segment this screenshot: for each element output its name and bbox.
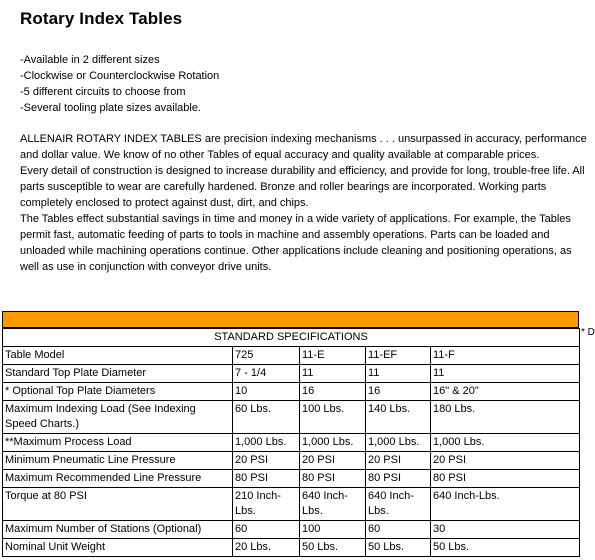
feature-item: -Available in 2 different sizes: [20, 54, 160, 66]
feature-item: -5 different circuits to choose from: [20, 86, 186, 98]
spec-value-cell: 1,000 Lbs.: [431, 434, 580, 452]
spec-value-cell: 80 PSI: [366, 470, 431, 488]
spec-value-cell: 80 PSI: [431, 470, 580, 488]
orange-header-bar: [2, 311, 579, 328]
spec-value-cell: 100: [300, 521, 366, 539]
spec-value-cell: 11: [366, 365, 431, 383]
spec-row: [3, 365, 580, 383]
spec-header-row: [3, 329, 580, 347]
spec-value-cell: 11: [431, 365, 580, 383]
feature-item: -Clockwise or Counterclockwise Rotation: [20, 70, 220, 82]
spec-row: [3, 347, 580, 365]
spec-value-cell: 1,000 Lbs.: [300, 434, 366, 452]
spec-value-cell: 210 Inch-Lbs.: [233, 488, 300, 521]
spec-table-header: STANDARD SPECIFICATIONS: [3, 329, 580, 347]
spec-value-cell: 16: [300, 383, 366, 401]
spec-label-cell: Maximum Indexing Load (See Indexing Speed Charts.): [3, 401, 233, 434]
spec-value-cell: 50 Lbs.: [431, 539, 580, 557]
spec-value-cell: 1,000 Lbs.: [233, 434, 300, 452]
spec-label-cell: Minimum Pneumatic Line Pressure: [3, 452, 233, 470]
spec-value-cell: 11-F: [431, 347, 580, 365]
spec-value-cell: 640 Inch-Lbs.: [300, 488, 366, 521]
spec-value-cell: 11: [300, 365, 366, 383]
spec-table: [2, 328, 580, 557]
spec-value-cell: 140 Lbs.: [366, 401, 431, 434]
spec-value-cell: 20 PSI: [366, 452, 431, 470]
spec-row: [3, 434, 580, 452]
spec-value-cell: 100 Lbs.: [300, 401, 366, 434]
spec-row: [3, 401, 580, 434]
spec-value-cell: 80 PSI: [233, 470, 300, 488]
spec-value-cell: 180 Lbs.: [431, 401, 580, 434]
spec-value-cell: 16" & 20": [431, 383, 580, 401]
spec-value-cell: 640 Inch-Lbs.: [431, 488, 580, 521]
spec-value-cell: 20 PSI: [233, 452, 300, 470]
description-paragraph: The Tables effect substantial savings in time and money in a wide variety of applications. For example, the Tables permit fast, automatic feeding of parts to tools in machine and assembly operations. Parts can be loaded and unloaded while machining operations continue. Other applications include cleaning and positioning operations, as well as use in conjunction with conveyor drive units.: [20, 213, 572, 273]
spec-label-cell: Table Model: [3, 347, 233, 365]
spec-label-cell: Maximum Recommended Line Pressure: [3, 470, 233, 488]
feature-list: [20, 52, 219, 116]
spec-row: [3, 488, 580, 521]
page-title: Rotary Index Tables: [20, 9, 183, 28]
spec-value-cell: 7 - 1/4: [233, 365, 300, 383]
spec-value-cell: 20 PSI: [300, 452, 366, 470]
description-paragraph: ALLENAIR ROTARY INDEX TABLES are precision indexing mechanisms . . . unsurpassed in accuracy, performance and dollar value. We know of no other Tables of equal accuracy and quality available at comparable prices.: [20, 133, 587, 161]
spec-value-cell: 80 PSI: [300, 470, 366, 488]
spec-label-cell: Maximum Number of Stations (Optional): [3, 521, 233, 539]
spec-value-cell: 10: [233, 383, 300, 401]
spec-value-cell: 20 PSI: [431, 452, 580, 470]
spec-value-cell: 640 Inch-Lbs.: [366, 488, 431, 521]
spec-value-cell: 50 Lbs.: [300, 539, 366, 557]
spec-value-cell: 60: [233, 521, 300, 539]
spec-value-cell: 11-E: [300, 347, 366, 365]
spec-value-cell: 30: [431, 521, 580, 539]
spec-section: [2, 311, 579, 557]
spec-row: [3, 383, 580, 401]
spec-value-cell: 20 Lbs.: [233, 539, 300, 557]
spec-value-cell: 50 Lbs.: [366, 539, 431, 557]
spec-row: [3, 452, 580, 470]
spec-value-cell: 60: [366, 521, 431, 539]
description: [20, 131, 588, 275]
description-paragraph: Every detail of construction is designed to increase durability and efficiency, and provide for long, trouble-free life. All parts susceptible to wear are carefully hardened. Bronze and roller bearings are incorporated. Working parts completely enclosed to protect against dust, dirt, and chips.: [20, 165, 585, 209]
spec-value-cell: 1,000 Lbs.: [366, 434, 431, 452]
side-note: * D: [581, 327, 595, 338]
feature-item: -Several tooling plate sizes available.: [20, 102, 201, 114]
spec-label-cell: Nominal Unit Weight: [3, 539, 233, 557]
spec-row: [3, 539, 580, 557]
spec-value-cell: 725: [233, 347, 300, 365]
spec-label-cell: Torque at 80 PSI: [3, 488, 233, 521]
spec-value-cell: 11-EF: [366, 347, 431, 365]
spec-value-cell: 60 Lbs.: [233, 401, 300, 434]
spec-row: [3, 470, 580, 488]
spec-label-cell: * Optional Top Plate Diameters: [3, 383, 233, 401]
spec-label-cell: **Maximum Process Load: [3, 434, 233, 452]
spec-label-cell: Standard Top Plate Diameter: [3, 365, 233, 383]
spec-row: [3, 521, 580, 539]
spec-value-cell: 16: [366, 383, 431, 401]
